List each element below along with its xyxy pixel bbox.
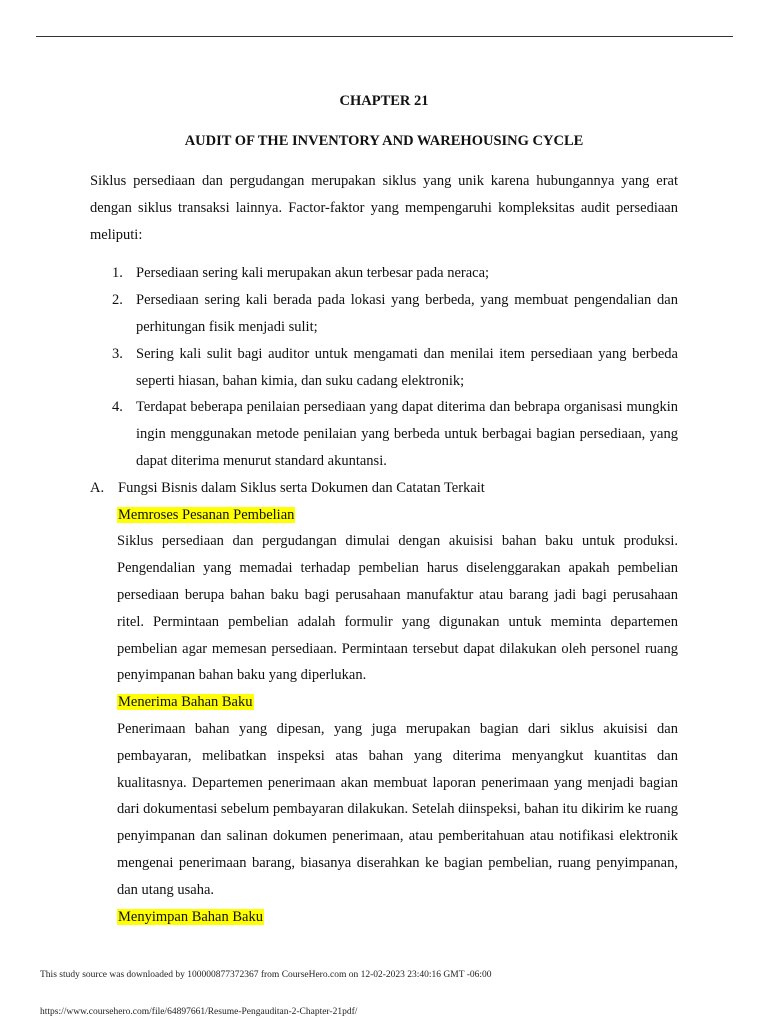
list-item xyxy=(90,260,678,287)
highlighted-heading: Menyimpan Bahan Baku xyxy=(118,908,263,925)
section-title: Fungsi Bisnis dalam Siklus serta Dokumen dan Catatan Terkait xyxy=(118,479,485,496)
intro-paragraph: Siklus persediaan dan pergudangan merupakan siklus yang unik karena hubungannya yang erat dengan siklus transaksi lainnya. Factor-faktor yang mempengaruhi kompleksitas audit persediaan meliputi: xyxy=(90,173,678,243)
subsection-receive-materials xyxy=(90,689,678,903)
list-item-text: Persediaan sering kali merupakan akun terbesar pada neraca; xyxy=(136,265,490,282)
source-url[interactable]: https://www.coursehero.com/file/64897661/Resume-Pengauditan-2-Chapter-21pdf/ xyxy=(40,1007,358,1017)
complexity-factors-list xyxy=(90,260,678,474)
section-letter: A. xyxy=(90,479,105,496)
chapter-subtitle: AUDIT OF THE INVENTORY AND WAREHOUSING CYCLE xyxy=(184,133,584,149)
list-item-text: Sering kali sulit bagi auditor untuk mengamati dan menilai item persediaan yang berbeda seperti hiasan, bahan kimia, dan suku cadang elektronik; xyxy=(136,345,678,389)
list-item xyxy=(90,341,678,395)
list-item-text: Persediaan sering kali berada pada lokasi yang berbeda, yang membuat pengendalian dan perhitungan fisik menjadi sulit; xyxy=(136,292,678,335)
list-number: 1. xyxy=(112,265,123,282)
download-source-notice: This study source was downloaded by 100000877372367 from CourseHero.com on 12-02-2023 23:40:16 GMT -06:00 xyxy=(40,970,492,980)
list-number: 2. xyxy=(112,292,123,309)
list-number: 3. xyxy=(112,345,123,362)
list-number: 4. xyxy=(112,399,123,416)
highlighted-heading: Memroses Pesanan Pembelian xyxy=(118,506,295,523)
subsection-store-materials xyxy=(90,904,678,931)
subsection-paragraph: Penerimaan bahan yang dipesan, yang juga merupakan bagian dari siklus akuisisi dan pembayaran, melibatkan inspeksi atas bahan yang diterima menyangkut kuantitas dan kualitasnya. Departemen penerimaan akan membuat laporan penerimaan yang menjadi bagian dari dokumentasi sebelum pembayaran dilakukan. Setelah diinspeksi, bahan itu dikirim ke ruang penyimpanan dan salinan dokumen penerimaan, atau pemberitahuan atau notifikasi elektronik mengenai penerimaan barang, biasanya diserahkan ke bagian pembelian, ruang penyimpanan, dan utang usaha. xyxy=(117,720,678,898)
top-divider xyxy=(36,36,733,37)
document-body xyxy=(90,168,678,930)
chapter-title: CHAPTER 21 xyxy=(339,93,429,109)
subsection-purchase-orders xyxy=(90,502,678,690)
list-item xyxy=(90,287,678,341)
list-item-text: Terdapat beberapa penilaian persediaan yang dapat diterima dan bebrapa organisasi mungkin ingin menggunakan metode penilaian yang berbeda untuk berbagai bagian persediaan, yang dapat diterima menurut standard akuntansi. xyxy=(136,399,678,469)
section-a-heading xyxy=(90,475,678,502)
subsection-paragraph: Siklus persediaan dan pergudangan dimulai dengan akuisisi bahan baku untuk produksi. Pengendalian yang memadai terhadap pembelian harus diselenggarakan apakah pembelian persediaan berupa bahan baku bagi perusahaan manufaktur atau barang jadi bagi perusahaan ritel. Permintaan pembelian adalah formulir yang digunakan untuk meminta departemen pembelian agar memesan persediaan. Permintaan tersebut dapat dilakukan oleh personel ruang penyimpanan bahan baku yang diperlukan. xyxy=(117,533,678,684)
list-item xyxy=(90,394,678,474)
highlighted-heading: Menerima Bahan Baku xyxy=(118,694,253,711)
